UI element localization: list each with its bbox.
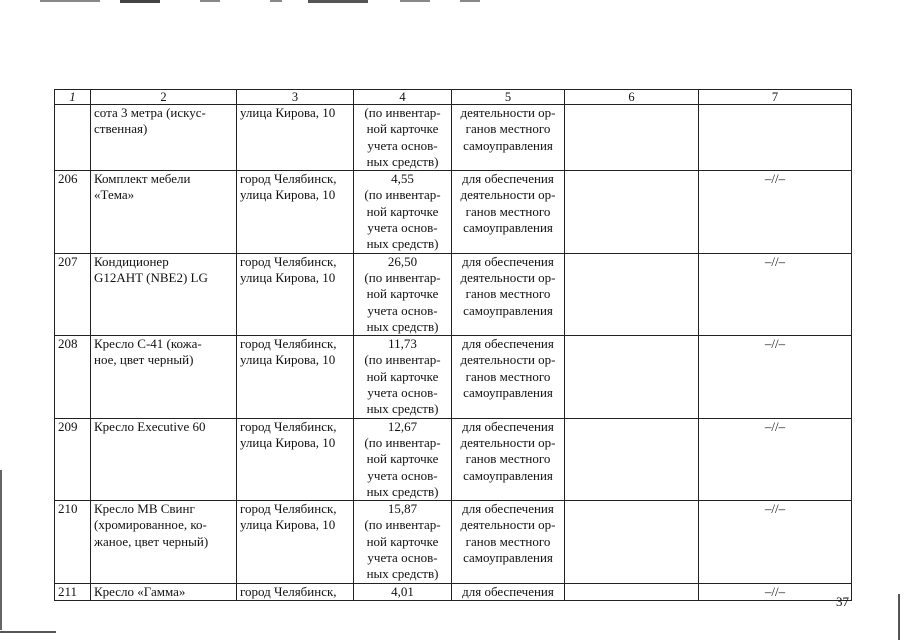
item-value-line: учета основ- <box>367 385 438 401</box>
item-name-line: Кондиционер <box>94 253 169 269</box>
item-address-line: город Челябинск, <box>240 336 337 352</box>
table-row <box>55 171 852 253</box>
header-cell: 2 <box>91 90 237 105</box>
item-name <box>91 583 237 600</box>
item-purpose <box>452 105 565 171</box>
item-value <box>354 253 452 335</box>
item-name-line: жаное, цвет черный) <box>94 533 209 549</box>
item-name-line: «Тема» <box>94 187 135 203</box>
item-col7: –//– <box>699 253 852 335</box>
item-value-line: ной карточке <box>366 121 439 137</box>
table-row <box>55 253 852 335</box>
row-number: 207 <box>55 253 91 335</box>
item-purpose-line: ганов местного <box>465 451 551 467</box>
header-cell: 3 <box>237 90 354 105</box>
item-value-line: учета основ- <box>367 467 438 483</box>
item-address <box>237 253 354 335</box>
item-address-line: улица Кирова, 10 <box>240 269 336 285</box>
item-purpose-line: для обеспечения <box>462 336 554 352</box>
item-purpose-line: ганов местного <box>465 533 551 549</box>
item-address-line: город Челябинск, <box>240 418 337 434</box>
item-name <box>91 253 237 335</box>
row-number: 208 <box>55 336 91 418</box>
item-name-line: Кресло МВ Свинг <box>94 501 195 517</box>
item-col6 <box>565 105 699 171</box>
row-number: 210 <box>55 501 91 583</box>
table-row <box>55 105 852 171</box>
item-name-line: Комплект мебели <box>94 171 191 187</box>
item-value-line: ной карточке <box>366 203 439 219</box>
item-col7: –//– <box>699 418 852 500</box>
item-purpose-line: для обеспечения <box>462 583 554 599</box>
item-value-line: (по инвентар- <box>364 269 441 285</box>
item-purpose-line: самоуправления <box>463 137 553 153</box>
item-name-line: ственная) <box>94 121 148 137</box>
item-value-line: учета основ- <box>367 302 438 318</box>
scan-artifact-left <box>0 470 5 630</box>
item-name <box>91 501 237 583</box>
item-col7: –//– <box>699 336 852 418</box>
item-value-line: 11,73 <box>388 336 417 352</box>
item-value-line: ных средств) <box>366 318 439 334</box>
row-number: 209 <box>55 418 91 500</box>
item-name <box>91 171 237 253</box>
item-address-line: улица Кирова, 10 <box>240 434 336 450</box>
item-col6 <box>565 418 699 500</box>
item-value-line: ных средств) <box>366 153 439 169</box>
item-purpose-line: деятельности ор- <box>460 352 556 368</box>
item-name <box>91 105 237 171</box>
table-row <box>55 583 852 600</box>
item-purpose <box>452 418 565 500</box>
item-purpose-line: для обеспечения <box>462 501 554 517</box>
item-address <box>237 336 354 418</box>
row-number: 211 <box>55 583 91 600</box>
item-purpose-line: самоуправления <box>463 385 553 401</box>
item-purpose-line: самоуправления <box>463 550 553 566</box>
item-name-line: ное, цвет черный) <box>94 352 194 368</box>
scan-artifact-bottom <box>0 631 56 633</box>
item-purpose-line: для обеспечения <box>462 171 554 187</box>
table-row <box>55 501 852 583</box>
item-value-line: (по инвентар- <box>364 187 441 203</box>
row-number: 206 <box>55 171 91 253</box>
item-purpose-line: самоуправления <box>463 467 553 483</box>
item-purpose-line: деятельности ор- <box>460 187 556 203</box>
item-purpose <box>452 583 565 600</box>
item-address <box>237 583 354 600</box>
table-body <box>55 105 852 601</box>
item-value-line: ных средств) <box>366 236 439 252</box>
item-address-line: город Челябинск, <box>240 501 337 517</box>
table-header-row <box>55 90 852 105</box>
item-value-line: ных средств) <box>366 483 439 499</box>
item-purpose <box>452 501 565 583</box>
item-address <box>237 418 354 500</box>
item-value <box>354 105 452 171</box>
item-name-line: Кресло Executive 60 <box>94 418 206 434</box>
item-col6 <box>565 501 699 583</box>
item-value <box>354 418 452 500</box>
item-value <box>354 336 452 418</box>
item-value-line: ной карточке <box>366 533 439 549</box>
header-cell: 6 <box>565 90 699 105</box>
item-col6 <box>565 171 699 253</box>
header-cell: 5 <box>452 90 565 105</box>
item-value-line: ной карточке <box>366 368 439 384</box>
item-purpose-line: для обеспечения <box>462 253 554 269</box>
item-col6 <box>565 253 699 335</box>
item-purpose-line: деятельности ор- <box>460 269 556 285</box>
item-col6 <box>565 336 699 418</box>
item-value-line: (по инвентар- <box>364 517 441 533</box>
item-value-line: 4,55 <box>391 171 414 187</box>
header-cell: 4 <box>354 90 452 105</box>
item-name-line: Кресло С-41 (кожа- <box>94 336 202 352</box>
item-purpose-line: ганов местного <box>465 121 551 137</box>
item-value-line: 15,87 <box>387 501 418 517</box>
item-address-line: улица Кирова, 10 <box>240 517 336 533</box>
item-value-line: ной карточке <box>366 286 439 302</box>
item-col7: –//– <box>699 171 852 253</box>
item-value-line: учета основ- <box>367 137 438 153</box>
item-value-line: учета основ- <box>367 550 438 566</box>
item-value-line: ной карточке <box>366 451 439 467</box>
item-col7 <box>699 105 852 171</box>
item-name <box>91 336 237 418</box>
item-value-line: (по инвентар- <box>364 105 441 120</box>
item-purpose <box>452 253 565 335</box>
item-address-line: улица Кирова, 10 <box>240 352 336 368</box>
item-purpose <box>452 336 565 418</box>
item-purpose-line: ганов местного <box>465 368 551 384</box>
item-value <box>354 583 452 600</box>
item-address <box>237 171 354 253</box>
item-address-line: улица Кирова, 10 <box>240 105 336 120</box>
scan-artifact-top <box>40 0 500 4</box>
item-purpose-line: деятельности ор- <box>460 434 556 450</box>
table-row <box>55 336 852 418</box>
scan-artifact-right <box>898 594 900 640</box>
item-col7: –//– <box>699 501 852 583</box>
item-value <box>354 501 452 583</box>
item-col7: –//– <box>699 583 852 600</box>
item-purpose-line: деятельности ор- <box>460 105 556 120</box>
item-value <box>354 171 452 253</box>
property-table <box>54 89 852 601</box>
item-value-line: учета основ- <box>367 220 438 236</box>
item-purpose-line: ганов местного <box>465 203 551 219</box>
item-value-line: 12,67 <box>387 418 418 434</box>
header-cell: 7 <box>699 90 852 105</box>
item-value-line: ных средств) <box>366 401 439 417</box>
item-purpose-line: самоуправления <box>463 302 553 318</box>
item-address-line: город Челябинск, <box>240 583 337 599</box>
item-value-line: 4,01 <box>391 583 414 599</box>
item-purpose-line: ганов местного <box>465 286 551 302</box>
item-name <box>91 418 237 500</box>
item-name-line: Кресло «Гамма» <box>94 583 186 599</box>
table-row <box>55 418 852 500</box>
page-number: 37 <box>836 594 849 609</box>
row-number <box>55 105 91 171</box>
item-address <box>237 501 354 583</box>
item-value-line: 26,50 <box>387 253 418 269</box>
item-value-line: (по инвентар- <box>364 434 441 450</box>
item-name-line: сота 3 метра (искус- <box>94 105 206 120</box>
item-address-line: улица Кирова, 10 <box>240 187 336 203</box>
item-value-line: (по инвентар- <box>364 352 441 368</box>
header-cell: 1 <box>55 90 91 105</box>
item-name-line: G12AHT (NBE2) LG <box>94 269 208 285</box>
item-address <box>237 105 354 171</box>
item-address-line: город Челябинск, <box>240 253 337 269</box>
item-purpose-line: деятельности ор- <box>460 517 556 533</box>
item-address-line: город Челябинск, <box>240 171 337 187</box>
item-purpose <box>452 171 565 253</box>
item-purpose-line: самоуправления <box>463 220 553 236</box>
item-col6 <box>565 583 699 600</box>
item-purpose-line: для обеспечения <box>462 418 554 434</box>
item-name-line: (хромированное, ко- <box>94 517 207 533</box>
item-value-line: ных средств) <box>366 566 439 582</box>
